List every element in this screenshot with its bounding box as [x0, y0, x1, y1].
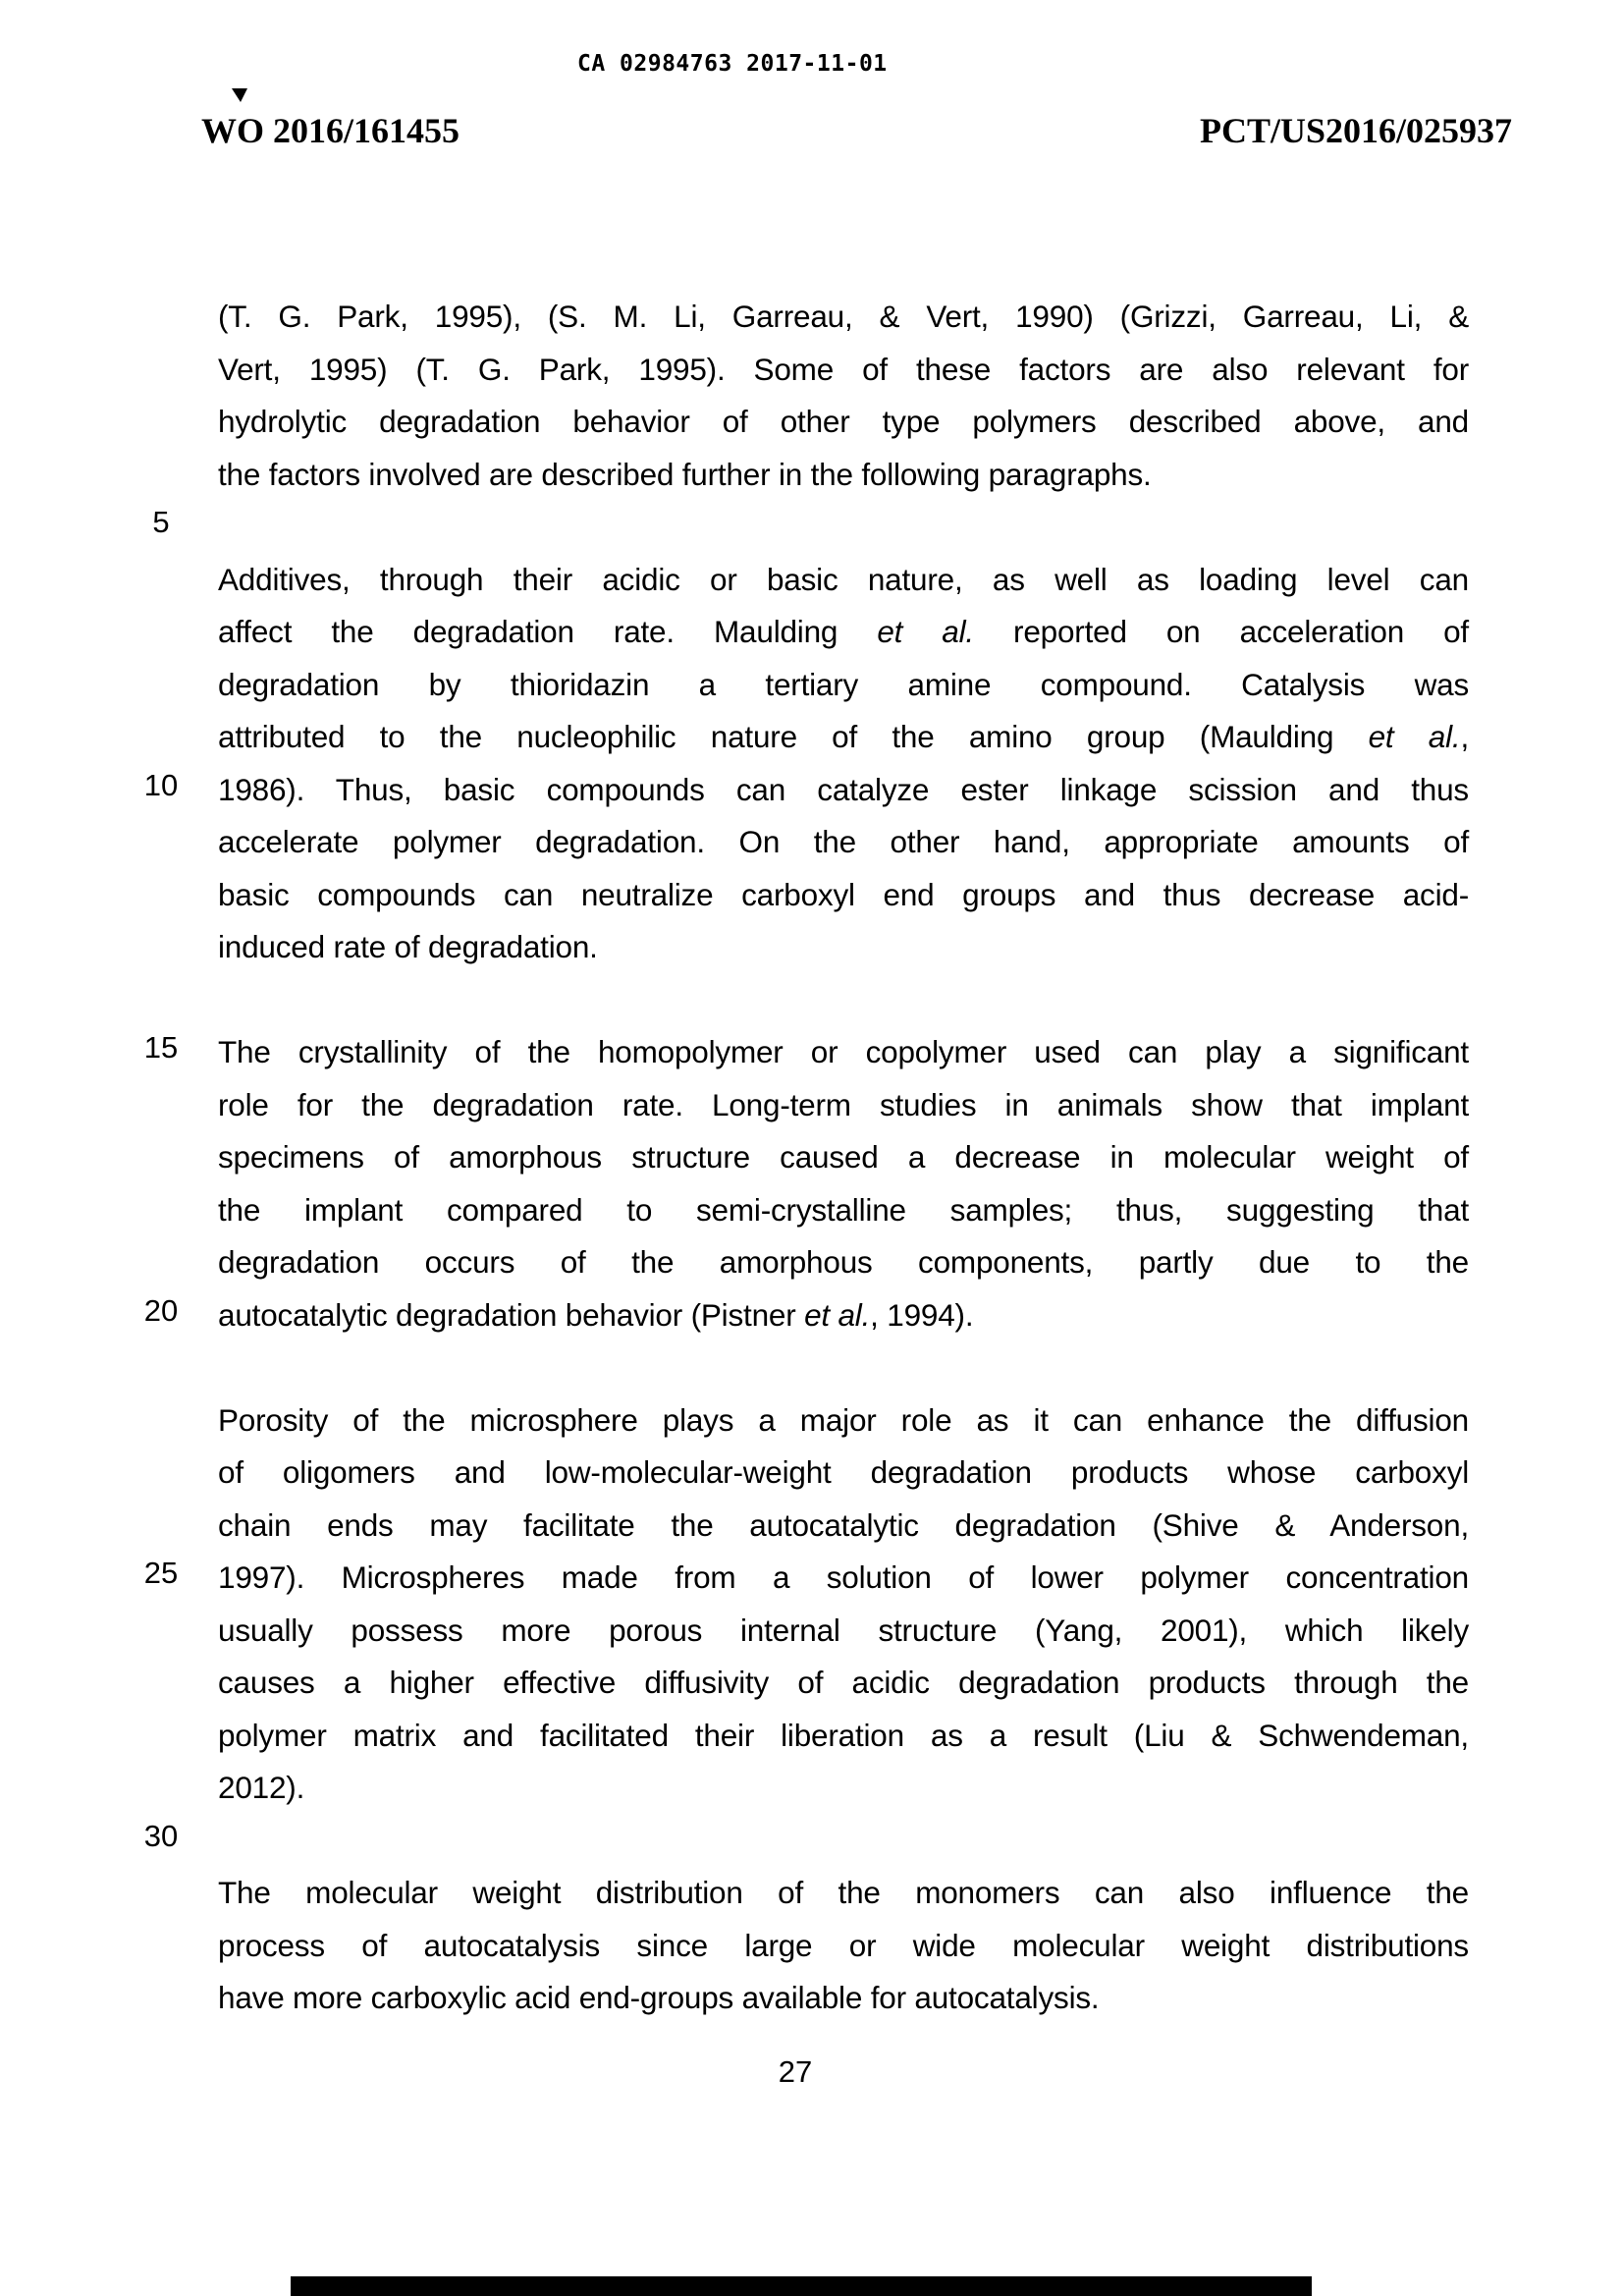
margin-line-number: 20 — [143, 1293, 179, 1328]
text-line: induced rate of degradation. — [218, 929, 598, 964]
text-line: (T. G. Park, 1995), (S. M. Li, Garreau, & Vert, 1990) (Grizzi, Garreau, Li, & — [218, 299, 1469, 334]
application-number: PCT/US2016/025937 — [1199, 111, 1512, 150]
scan-artifact-mark — [232, 88, 247, 102]
text-line: attributed to the nucleophilic nature of the amino group (Maulding et al., — [218, 719, 1469, 754]
text-line: Additives, through their acidic or basic nature, as well as loading level can — [218, 561, 1469, 597]
scan-artifact-bar — [291, 2276, 1312, 2296]
text-line: hydrolytic degradation behavior of other type polymers described above, and — [218, 404, 1469, 439]
text-line: accelerate polymer degradation. On the other hand, appropriate amounts of — [218, 824, 1469, 859]
text-line: 1997). Microspheres made from a solution of lower polymer concentration — [218, 1559, 1469, 1595]
paragraph — [218, 1026, 1469, 1341]
paragraph — [218, 291, 1469, 501]
margin-line-number: 5 — [152, 505, 170, 539]
margin-line-number: 10 — [143, 768, 179, 802]
text-line: the factors involved are described further in the following paragraphs. — [218, 456, 1152, 492]
text-line: degradation occurs of the amorphous components, partly due to the — [218, 1244, 1469, 1280]
text-line: autocatalytic degradation behavior (Pistner et al., 1994). — [218, 1296, 974, 1333]
text-line: role for the degradation rate. Long-term studies in animals show that implant — [218, 1086, 1469, 1122]
body-paragraphs — [218, 291, 1469, 2025]
text-line: polymer matrix and facilitated their liberation as a result (Liu & Schwendeman, — [218, 1717, 1469, 1753]
publication-number: WO 2016/161455 — [201, 111, 460, 150]
text-line: 1986). Thus, basic compounds can catalyze ester linkage scission and thus — [218, 771, 1469, 807]
text-line: of oligomers and low-molecular-weight degradation products whose carboxyl — [218, 1454, 1469, 1490]
text-line: the implant compared to semi-crystalline samples; thus, suggesting that — [218, 1191, 1469, 1228]
text-line: degradation by thioridazin a tertiary amine compound. Catalysis was — [218, 666, 1469, 702]
margin-line-number: 25 — [143, 1556, 179, 1590]
text-line: Vert, 1995) (T. G. Park, 1995). Some of these factors are also relevant for — [218, 351, 1469, 387]
text-line: affect the degradation rate. Maulding et al. reported on acceleration of — [218, 614, 1469, 649]
text-line: specimens of amorphous structure caused a decrease in molecular weight of — [218, 1139, 1469, 1175]
text-line: basic compounds can neutralize carboxyl end groups and thus decrease acid- — [218, 876, 1469, 912]
text-line: process of autocatalysis since large or wide molecular weight distributions — [218, 1927, 1469, 1963]
text-line: Porosity of the microsphere plays a major role as it can enhance the diffusion — [218, 1401, 1469, 1438]
page-number: 27 — [778, 2054, 813, 2089]
text-line: causes a higher effective diffusivity of acidic degradation products through the — [218, 1665, 1469, 1700]
paragraph — [218, 554, 1469, 974]
text-line: have more carboxylic acid end-groups available for autocatalysis. — [218, 1980, 1100, 2015]
paragraph — [218, 1394, 1469, 1815]
paragraph — [218, 1867, 1469, 2025]
margin-line-number: 15 — [143, 1030, 179, 1065]
text-line: chain ends may facilitate the autocatalytic degradation (Shive & Anderson, — [218, 1506, 1469, 1543]
publication-header — [201, 110, 1512, 151]
margin-line-number: 30 — [143, 1819, 179, 1853]
scan-date-stamp: CA 02984763 2017-11-01 — [577, 51, 888, 77]
text-line: usually possess more porous internal structure (Yang, 2001), which likely — [218, 1612, 1469, 1648]
text-line: The crystallinity of the homopolymer or copolymer used can play a significant — [218, 1034, 1469, 1069]
text-line: 2012). — [218, 1770, 305, 1805]
text-line: The molecular weight distribution of the monomers can also influence the — [218, 1875, 1469, 1910]
